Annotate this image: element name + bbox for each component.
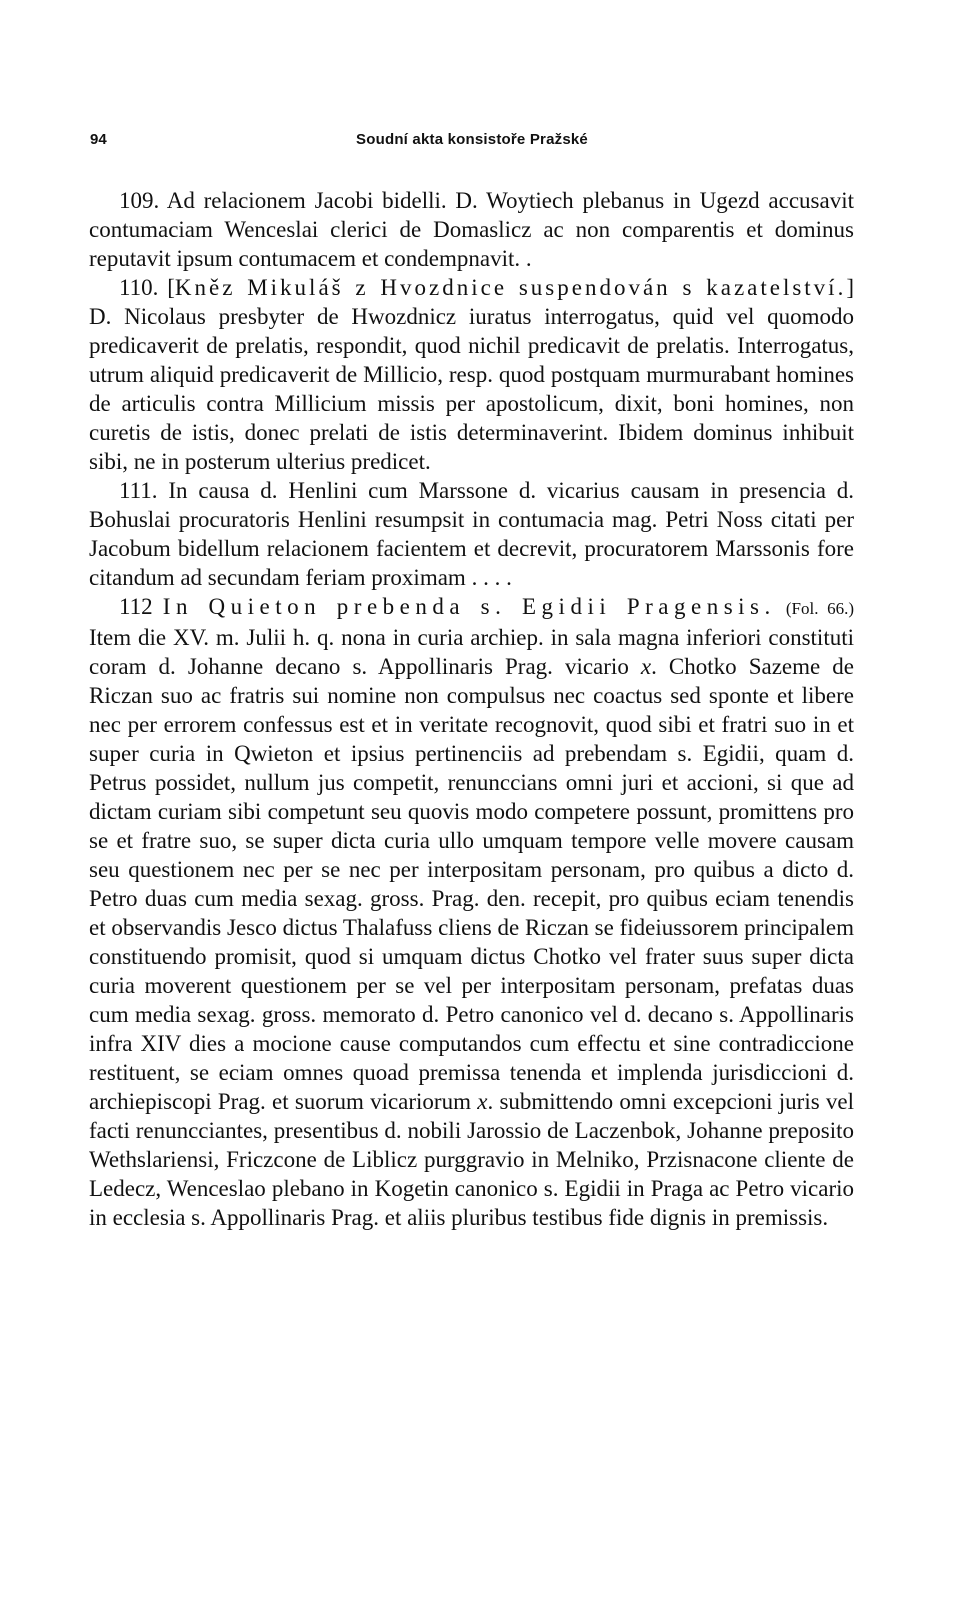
- folio-reference: (Fol. 66.): [785, 599, 855, 618]
- entry-110-number: 110. [: [119, 275, 175, 300]
- entry-110-heading: Kněz Mikuláš z Hvozdnice suspendován s kazatelství.: [174, 275, 847, 300]
- abbreviation-symbol: x: [477, 1089, 488, 1114]
- entry-110: [89, 273, 854, 476]
- entry-112-heading: In Quieton prebenda s. Egidii Pragensis.: [162, 594, 776, 619]
- entry-112: [89, 592, 854, 1232]
- page-number: 94: [90, 131, 107, 148]
- running-title: Soudní akta konsistoře Pražské: [356, 131, 588, 148]
- entry-109: 109. Ad relacionem Jacobi bidelli. D. Woytiech plebanus in Ugezd accusavit contumaciam Wenceslai clerici de Domaslicz ac non comparentis et dominus reputavit ipsum contumacem et condempnavit. .: [89, 188, 854, 271]
- entry-112-text-a: Item die XV. m. Julii h. q. nona in curia archiep. in sala magna inferiori constituti coram d. Johanne decano s. Appollinaris Prag. vicario: [89, 625, 854, 679]
- entry-112-text-b: . Chotko Sazeme de Riczan suo ac fratris sui nomine non compulsus nec coactus sed sponte et libere nec per errorem confessus est et in veritate recognovit, quod sibi et fratri suo in et super curia in Qwieton et ipsius pertinenciis ad prebendam s. Egidii, quam d. Petrus possidet, nullum jus competit, renunccians omni juri et accioni, si que ad dictam curiam sibi competunt seu quovis modo competere possunt, promittens pro se et fratre suo, se super dicta curia ullo umquam tempore velle movere causam seu questionem nec per se nec per interpositam personam, pro quibus a dicto d. Petro duas cum media sexag. gross. Prag. den. recepit, pro quibus eciam tenendis et observandis Jesco dictus Thalafuss cliens de Riczan se fideiussorem principalem constituendo promisit, quod si umquam dictus Chotko vel frater suus super dicta curia moverent questionem per se vel per interpositam personam, prefatas duas cum media sexag. gross. memorato d. Petro canonico vel d. decano s. Appollinaris infra XIV dies a mocione cause computandos cum effectu et sine contradiccione restituent, se eciam omnes quoad premissa tenenda et implenda jurisdiccioni d. archiepiscopi Prag. et suorum vicariorum: [89, 654, 854, 1114]
- entry-112-number: 112: [119, 594, 163, 619]
- abbreviation-symbol: x: [640, 654, 652, 679]
- entry-112-text-c: . submittendo omni excepcioni juris vel facti renuncciantes, presentibus d. nobili Jarossio de Laczenbok, Johanne preposito Wethslariensi, Friczcone de Liblicz purggravio in Melniko, Przisnacone cliente de Ledecz, Wenceslao plebano in Kogetin canonico s. Egidii in Praga ac Petro vicario in ecclesia s. Appollinaris Prag. et aliis pluribus testibus fide dignis in premissis.: [89, 1089, 855, 1230]
- page-header: [90, 131, 854, 155]
- entry-110-text: D. Nicolaus presbyter de Hwozdnicz iuratus interrogatus, quid vel quomodo predicaverit de prelatis, respondit, quod nichil predicavit de prelatis. Interrogatus, utrum aliquid predicaverit de Millicio, resp. quod postquam murmurabant homines de articulis contra Millicium missis per apostolicum, dixit, boni homines, non curetis de istis, donec prelati de istis determinaverint. Ibidem dominus inhibuit sibi, ne in posterum ulterius predicet.: [89, 304, 854, 474]
- entry-110-bracket: ]: [846, 275, 854, 300]
- entry-111: 111. In causa d. Henlini cum Marssone d. vicarius causam in presencia d. Bohuslai procuratoris Henlini resumpsit in contumacia mag. Petri Noss citati per Jacobum bidellum relacionem facientem et decrevit, procuratorem Marssonis fore citandum ad secundam feriam proximam . . . .: [89, 478, 854, 590]
- document-body: [89, 186, 854, 1232]
